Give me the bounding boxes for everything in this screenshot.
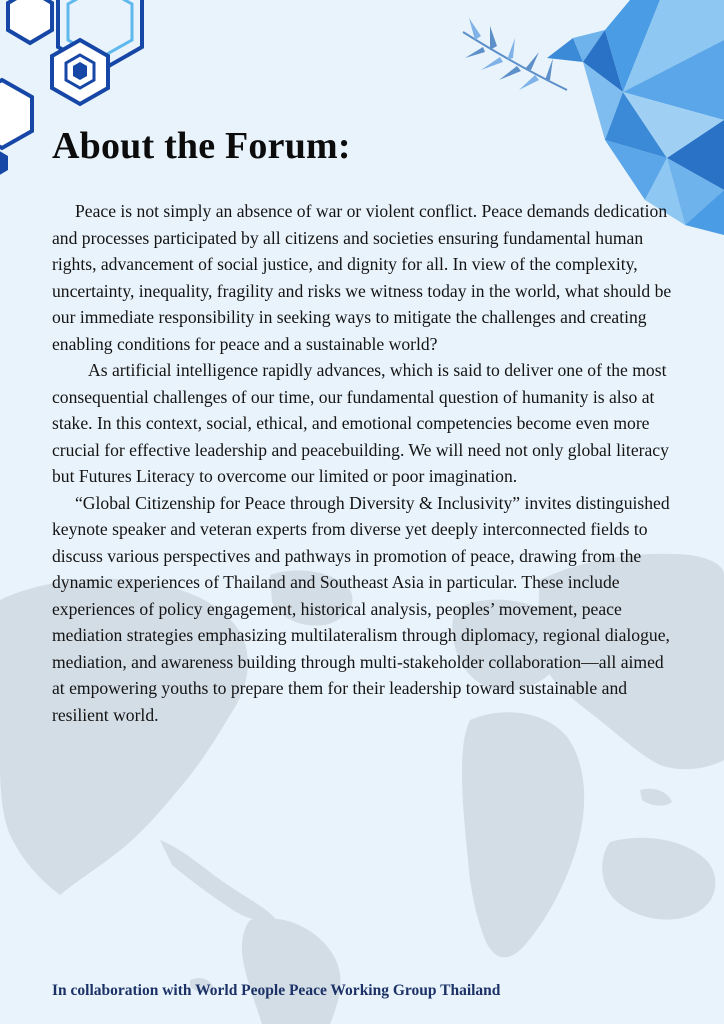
collaboration-footer: In collaboration with World People Peace Working Group Thailand [52, 982, 501, 999]
olive-branch-icon [463, 18, 567, 90]
page-title: About the Forum: [52, 125, 351, 167]
paragraph-forum-theme: “Global Citizenship for Peace through Diversity & Inclusivity” invites distinguished keynote speaker and veteran experts from diverse yet deeply interconnected fields to discuss various perspectives and pathways in promotion of peace, drawing from the dynamic experiences of Thailand and Southeast Asia in particular. These include experiences of policy engagement, historical analysis, peoples’ movement, peace mediation strategies emphasizing multilateralism through diplomacy, regional dialogue, mediation, and awareness building through multi-stakeholder collaboration—all aimed at empowering youths to prepare them for their leadership toward sustainable and resilient world. [52, 492, 670, 725]
paragraph-peace-definition: Peace is not simply an absence of war or violent conflict. Peace demands dedication and processes participated by all citizens and societies ensuring fundamental human rights, advancement of social justice, and dignity for all. In view of the complexity, uncertainty, inequality, fragility and risks we witness today in the world, what should be our immediate responsibility in seeking ways to mitigate the challenges and creating enabling conditions for peace and a sustainable world? [52, 201, 672, 354]
paragraph-artificial-intelligence: As artificial intelligence rapidly advances, which is said to deliver one of the most consequential challenges of our time, our fundamental question of humanity is also at stake. In this context, social, ethical, and emotional competencies become even more crucial for effective leadership and peacebuilding. We will need not only global literacy but Futures Literacy to overcome our limited or poor imagination. [52, 360, 669, 486]
forum-description [52, 198, 677, 728]
